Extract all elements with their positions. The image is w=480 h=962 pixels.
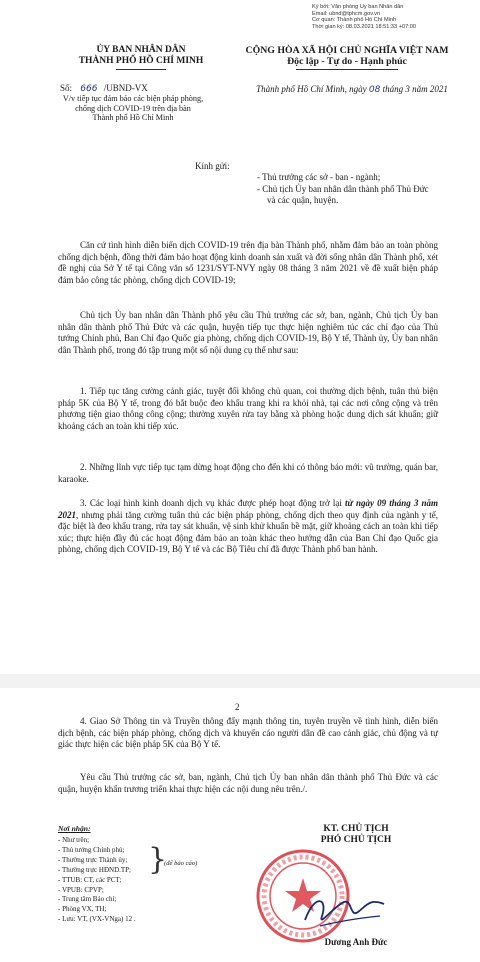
- subject-line-2: chống dịch COVID-19 trên địa bàn: [75, 103, 191, 113]
- signature-agency: Cơ quan: Thành phố Hồ Chí Minh: [312, 17, 397, 24]
- nation-line-2: Độc lập - Tự do - Hạnh phúc: [287, 56, 407, 67]
- paragraph-3: [58, 386, 438, 432]
- recipients-list-item: - VPUB: CPVP;: [58, 885, 104, 894]
- date-day-handwritten: 08: [368, 85, 381, 95]
- brace-glyph: }: [148, 842, 168, 877]
- paragraph-5-part-b: , nhưng phải tăng cường tuân thủ các biện pháp phòng, chống dịch theo quy định của ngành y tế, đặc biệt là đeo khẩu trang, rửa tay sát khuẩn, vệ sinh khử khuẩn bề mặt, giữ khoảng cách an toàn khi tiếp xúc; thực hiện đầy đủ các hoạt động đảm bảo an toàn khác theo hướng dẫn của Ban Chỉ đạo Quốc gia phòng, chống dịch COVID-19, Bộ Y tế và các Bộ Tiêu chí đã được Thành phố ban hành.: [58, 509, 438, 555]
- signature-time: Thời gian ký: 08.03.2021 18:51:33 +07:00: [312, 23, 416, 30]
- paragraph-4: [58, 462, 438, 485]
- signatory-title-line-1: KT. CHỦ TỊCH: [323, 824, 389, 834]
- paragraph-2: [58, 310, 438, 356]
- paragraph-7-text: Yêu cầu Thủ trưởng các sở, ban, ngành, Chủ tịch Ủy ban nhân dân thành phố Thủ Đức và các quận, huyện khẩn trương triển khai thực hiện các nội dung nêu trên./.: [58, 772, 438, 794]
- handwritten-signature-icon: [300, 888, 390, 933]
- doc-number-prefix: Số:: [60, 83, 73, 93]
- paragraph-5: [58, 498, 438, 556]
- org-underline: [116, 69, 166, 70]
- org-line-2: THÀNH PHỐ HỒ CHÍ MINH: [78, 56, 204, 66]
- signatory-title-line-2: PHÓ CHỦ TỊCH: [320, 835, 392, 845]
- signer-name: Dương Anh Đức: [324, 937, 388, 947]
- page-number: 2: [235, 702, 240, 712]
- recipients-list-item: - Lưu: VT, (VX-VNga) 12 .: [58, 915, 136, 924]
- motto-underline: [296, 69, 398, 70]
- paragraph-4-text: 2. Những lĩnh vực tiếp tục tạm dừng hoạt động cho đến khi có thông báo mới: vũ trường, quán bar, karaoke.: [58, 462, 438, 484]
- doc-number-handwritten: 666: [80, 84, 98, 94]
- recipients-list-item: - Như trên;: [58, 836, 90, 844]
- paragraph-6-text: 4. Giao Sở Thông tin và Truyền thông đẩy mạnh thông tin, tuyên truyền về tình hình, diễn biến dịch bệnh, các biện pháp phòng, chống dịch và khuyến cáo người dân đề cao cảnh giác, chủ động và tự giác thực hiện các biện pháp 5K của Bộ Y tế.: [58, 716, 438, 750]
- paragraph-7: [58, 772, 438, 795]
- nation-line-1: CỘNG HÒA XÃ HỘI CHỦ NGHĨA VIỆT NAM: [245, 45, 449, 56]
- date-prefix: Thành phố Hồ Chí Minh, ngày: [256, 84, 367, 94]
- paragraph-1-text: Căn cứ tình hình diễn biến dịch COVID-19 trên địa bàn Thành phố, nhằm đảm bảo an toàn phòng chống dịch bệnh, đồng thời đảm bảo hoạt động kinh doanh sản xuất và đời sống nhân dân Thành phố, xét đề nghị của Sở Y tế tại Công văn số 1231/SYT-NVY ngày 08 tháng 3 năm 2021 về đề xuất biện pháp đảm bảo công tác phòng, chống dịch COVID-19;: [58, 240, 438, 285]
- paragraph-5-date: từ ngày 09 tháng 3 năm 2021: [58, 498, 438, 520]
- paragraph-3-text: 1. Tiếp tục tăng cường cảnh giác, tuyệt đối không chủ quan, coi thường dịch bệnh, tuân thủ biện pháp 5K của Bộ Y tế, trong đó bắt buộc đeo khẩu trang khi ra khỏi nhà, tại các nơi công cộng và trên phương tiện giao thông công cộng; thường xuyên rửa tay bằng xà phòng hoặc dung dịch sát khuẩn; giữ khoảng cách an toàn khi tiếp xúc.: [58, 386, 438, 431]
- signature-signer: Ký bởi: Văn phòng Ủy ban Nhân dân: [312, 4, 404, 10]
- document-number: [60, 83, 148, 94]
- paragraph-5-text: [58, 498, 438, 556]
- document-subject: [48, 94, 218, 123]
- document-page-2: [0, 688, 480, 962]
- report-note: (để báo cáo): [164, 860, 198, 867]
- recipients-list-item: - Thường trực HĐND.TP;: [58, 865, 131, 874]
- digital-signature-info: [312, 4, 477, 30]
- paragraph-2-text: Chủ tịch Ủy ban nhân dân Thành phố yêu cầu Thủ trưởng các sở, ban, ngành, Chủ tịch Ủy ban nhân dân thành phố Thủ Đức và các quận, huyện tiếp tục thực hiện nghiêm túc các chỉ đạo của Thủ tướng Chính phủ, Ban Chỉ đạo Quốc gia phòng, chống dịch COVID-19, Bộ Y tế, Thành ủy, Ủy ban nhân dân Thành phố, trong đó tập trung một số nội dung cụ thể như sau:: [58, 310, 438, 355]
- signature-email: Email: ubnd@tphcm.gov.vn: [312, 10, 381, 17]
- recipient-item-2b: và các quận, huyện.: [267, 195, 339, 205]
- paragraph-6: [58, 716, 438, 751]
- recipient-item-1: - Thủ trưởng các sở - ban - ngành;: [257, 172, 381, 182]
- recipients-list: [58, 836, 136, 925]
- recipients-list-item: - Thường trực Thành ủy;: [58, 855, 128, 864]
- recipients-list-item: - Phòng VX, TH;: [58, 905, 107, 914]
- paragraph-5-part-a: 3. Các loại hình kinh doanh dịch vụ khác được phép hoạt động trở lại: [80, 498, 345, 508]
- recipients-label: Kính gửi:: [195, 161, 230, 171]
- recipient-item-2: - Chủ tịch Ủy ban nhân dân thành phố Thủ Đức: [257, 184, 429, 194]
- recipients-list-item: - Trung tâm Báo chí;: [58, 895, 117, 904]
- subject-line-1: V/v tiếp tục đảm bảo các biện pháp phòng,: [62, 94, 204, 103]
- national-title: [222, 45, 472, 67]
- subject-line-3: Thành phố Hồ Chí Minh: [92, 113, 174, 123]
- doc-number-suffix: /UBND-VX: [103, 83, 148, 93]
- date-suffix: tháng 3 năm 2021: [382, 84, 448, 94]
- issuing-organization: [52, 45, 230, 67]
- recipients-list-title: Nơi nhận:: [58, 824, 91, 833]
- recipients-list-item: - Thủ tướng Chính phủ;: [58, 845, 125, 854]
- paragraph-1: [58, 240, 438, 286]
- org-line-1: ỦY BAN NHÂN DÂN: [96, 45, 186, 55]
- issue-date: [232, 84, 472, 95]
- recipients-list-item: - TTUB: CT, các PCT;: [58, 875, 122, 884]
- signatory-title: [286, 824, 426, 846]
